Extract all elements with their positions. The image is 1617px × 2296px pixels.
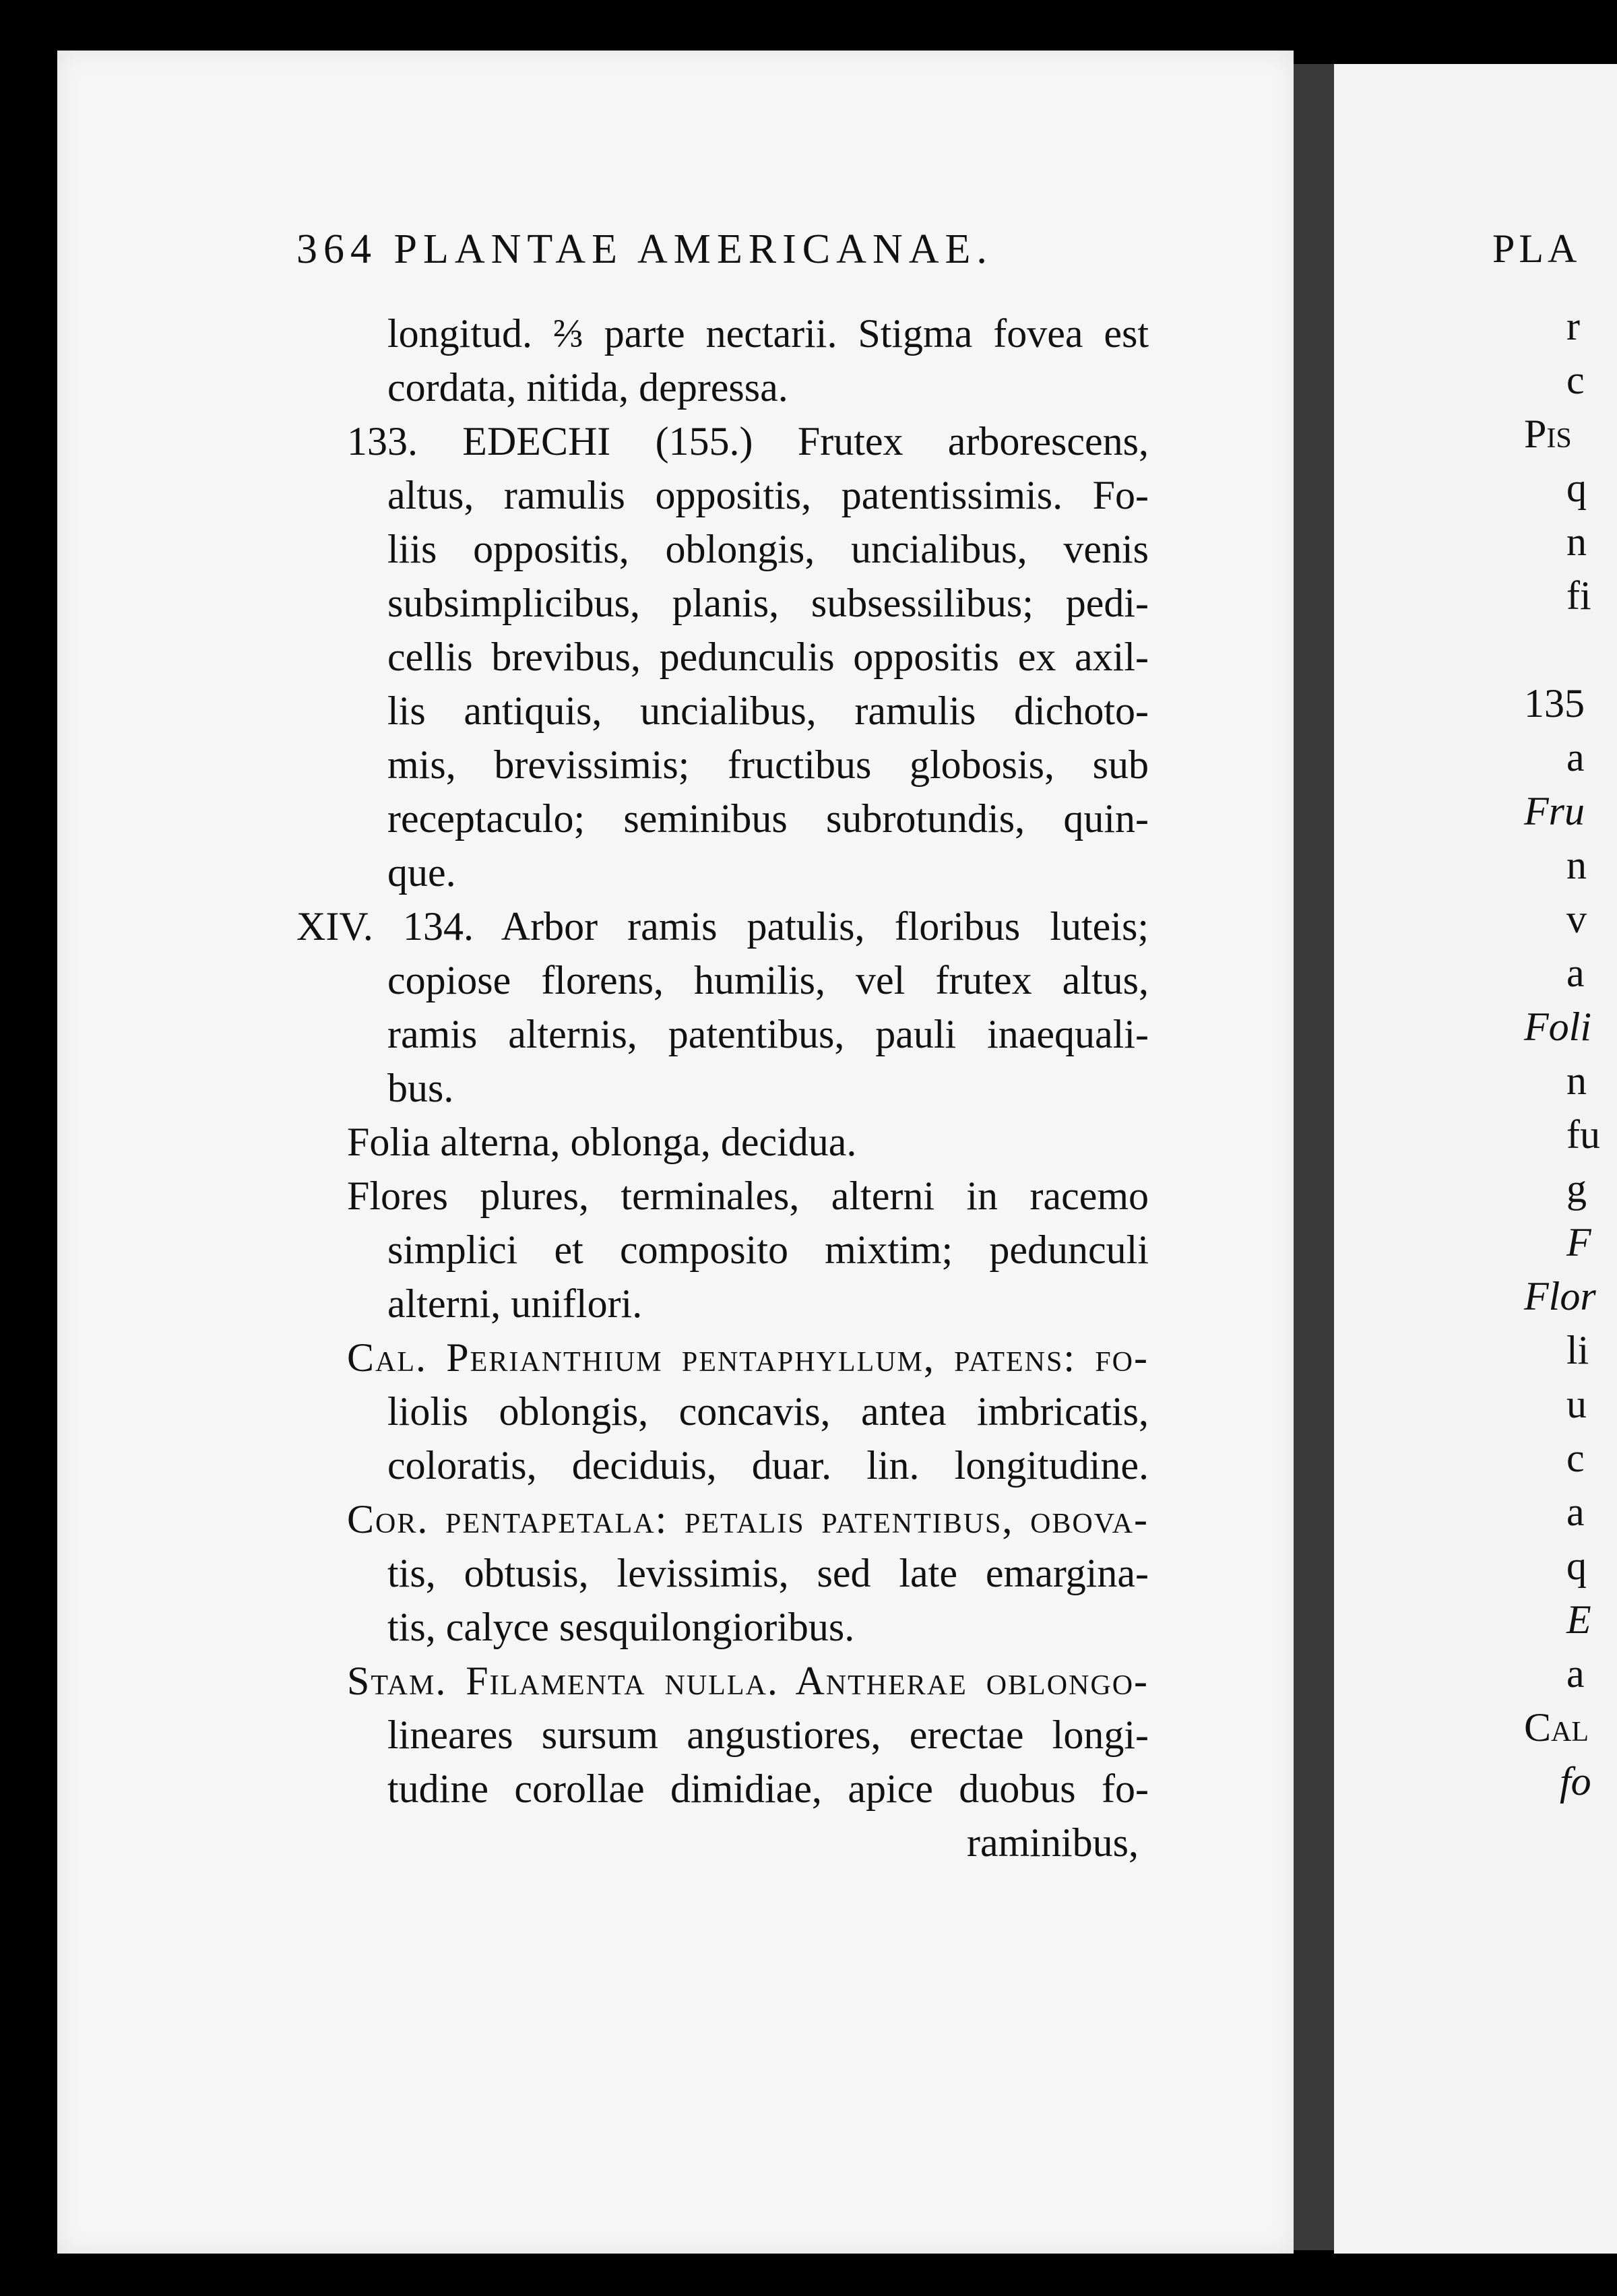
right-line: Foli xyxy=(1524,1004,1591,1049)
right-line: a xyxy=(1566,1490,1585,1534)
right-line: a xyxy=(1566,1651,1585,1696)
text-line: tis, calyce sesquilongioribus. xyxy=(387,1605,855,1649)
text-line: mis, brevissimis; fructibus globosis, sub xyxy=(387,742,1149,787)
text-line: que. xyxy=(387,850,456,895)
text-line: simplici et composito mixtim; pedunculi xyxy=(387,1227,1149,1272)
right-line: li xyxy=(1566,1328,1589,1372)
right-line: F xyxy=(1566,1220,1591,1265)
text-line: Cal. Perianthium pentaphyllum, patens: fo- xyxy=(347,1335,1149,1380)
text-line: receptaculo; seminibus subrotundis, quin- xyxy=(387,796,1149,841)
right-line: c xyxy=(1566,358,1585,402)
right-line: c xyxy=(1566,1436,1585,1480)
right-line: n xyxy=(1566,519,1587,564)
right-line: n xyxy=(1566,1058,1587,1103)
right-line: Cal xyxy=(1524,1705,1589,1750)
page-header xyxy=(296,222,993,276)
text-line: subsimplicibus, planis, subsessilibus; pedi- xyxy=(387,581,1149,625)
text-line: Stam. Filamenta nulla. Antherae oblongo- xyxy=(347,1659,1149,1703)
right-line: q xyxy=(1566,1543,1587,1588)
right-line: g xyxy=(1566,1166,1587,1211)
text-line: bus. xyxy=(387,1066,454,1110)
page-number: 364 xyxy=(296,226,377,272)
right-line: Pis xyxy=(1524,412,1572,456)
text-line: cordata, nitida, depressa. xyxy=(387,365,788,410)
text-line: ramis alternis, patentibus, pauli inaequali- xyxy=(387,1012,1149,1056)
right-line: q xyxy=(1566,466,1587,510)
right-line: a xyxy=(1566,735,1585,779)
right-line: n xyxy=(1566,843,1587,887)
right-line: Flor xyxy=(1524,1274,1596,1318)
right-line: fo xyxy=(1560,1759,1591,1804)
right-header-fragment: PLA xyxy=(1492,226,1581,271)
text-line: lis antiquis, uncialibus, ramulis dichoto- xyxy=(387,689,1149,733)
right-line: 135 xyxy=(1524,681,1585,726)
text-line: Folia alterna, oblonga, decidua. xyxy=(347,1120,857,1164)
text-line: 133. EDECHI (155.) Frutex arborescens, xyxy=(347,419,1149,464)
right-line: v xyxy=(1566,897,1587,941)
right-line: fu xyxy=(1566,1112,1600,1157)
right-line: u xyxy=(1566,1382,1587,1426)
right-line: a xyxy=(1566,951,1585,995)
running-title: PLANTAE AMERICANAE. xyxy=(393,226,993,272)
right-line: fi xyxy=(1566,573,1591,618)
text-line: tis, obtusis, levissimis, sed late emargina- xyxy=(387,1551,1149,1595)
text-line: lineares sursum angustiores, erectae longi- xyxy=(387,1713,1149,1757)
text-line: Cor. pentapetala: petalis patentibus, obova- xyxy=(347,1497,1149,1541)
text-line: liolis oblongis, concavis, antea imbricatis, xyxy=(387,1389,1149,1434)
text-line: tudine corollae dimidiae, apice duobus fo- xyxy=(387,1766,1149,1811)
text-line: longitud. ⅔ parte nectarii. Stigma fovea est xyxy=(387,311,1149,356)
text-line: altus, ramulis oppositis, patentissimis. Fo- xyxy=(387,473,1149,517)
text-line: coloratis, deciduis, duar. lin. longitudine. xyxy=(387,1443,1149,1488)
text-line: cellis brevibus, pedunculis oppositis ex axil- xyxy=(387,635,1149,679)
text-line: alterni, uniflori. xyxy=(387,1281,643,1326)
catchword: raminibus, xyxy=(967,1820,1139,1865)
right-line: E xyxy=(1566,1597,1591,1642)
right-line: Fru xyxy=(1524,789,1585,833)
text-line: XIV. 134. Arbor ramis patulis, floribus luteis; xyxy=(296,904,1149,949)
text-line: liis oppositis, oblongis, uncialibus, venis xyxy=(387,527,1149,571)
text-line: copiose florens, humilis, vel frutex altus, xyxy=(387,958,1149,1002)
text-line: Flores plures, terminales, alterni in racemo xyxy=(347,1174,1149,1218)
right-line: r xyxy=(1566,304,1580,348)
book-gutter xyxy=(1294,64,1334,2250)
